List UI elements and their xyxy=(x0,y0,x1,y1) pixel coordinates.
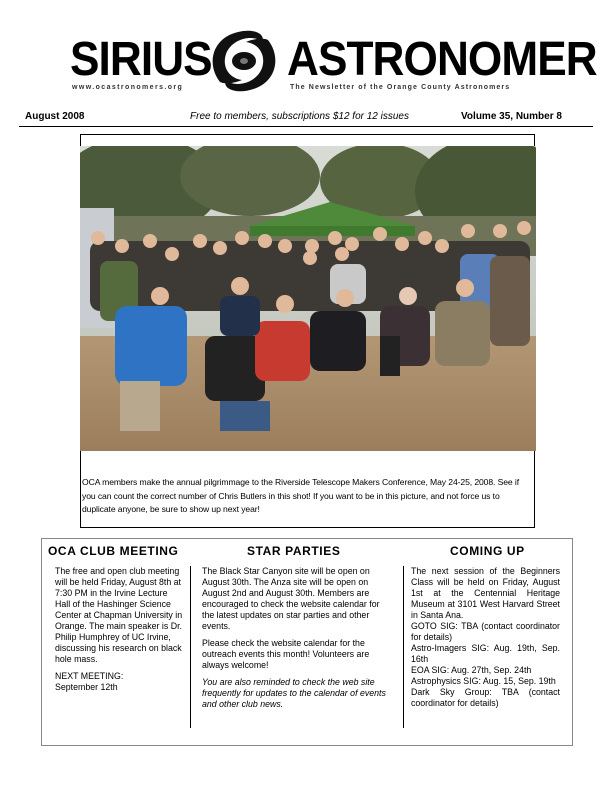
column-divider xyxy=(403,566,404,728)
masthead-title-left: SIRIUS xyxy=(70,33,212,86)
star-parties-section xyxy=(202,566,393,716)
coming-up-section xyxy=(411,566,560,709)
coming-up-item: GOTO SIG: TBA (contact coordinator for details) xyxy=(411,621,560,642)
star-parties-reminder: You are also reminded to check the web site frequently for updates to the calendar of events and other club news. xyxy=(202,677,386,709)
column-divider xyxy=(190,566,191,728)
masthead-tagline: The Newsletter of the Orange County Astronomers xyxy=(290,84,511,91)
issue-date: August 2008 xyxy=(25,111,85,122)
galaxy-swirl-icon xyxy=(202,24,286,98)
volume-number: Volume 35, Number 8 xyxy=(461,111,562,122)
star-parties-heading: STAR PARTIES xyxy=(247,544,341,558)
next-meeting-date: September 12th xyxy=(55,682,118,692)
coming-up-item: Dark Sky Group: TBA (contact coordinator for details) xyxy=(411,687,560,708)
masthead-url[interactable]: www.ocastronomers.org xyxy=(72,84,184,91)
star-parties-sites: The Black Star Canyon site will be open on August 30th. The Anza site will be open on August 2nd and August 30th. Members are encouraged to check the website calendar for the latest updates on star parties and other events. xyxy=(202,566,380,631)
coming-up-heading: COMING UP xyxy=(450,544,525,558)
masthead-title-right: ASTRONOMER xyxy=(287,33,597,86)
club-meeting-section xyxy=(55,566,183,693)
next-meeting-label: NEXT MEETING: xyxy=(55,671,124,681)
coming-up-item: Astrophysics SIG: Aug. 15, Sep. 19th xyxy=(411,676,556,686)
coming-up-item: EOA SIG: Aug. 27th, Sep. 24th xyxy=(411,665,532,675)
photo-caption: OCA members make the annual pilgrimmage to the Riverside Telescope Makers Conference, May 24-25, 2008. See if you can count the correct number of Chris Butlers in this shot! If you want to be in this picture, and not force us to duplicate anyone, be sure to show up next year! xyxy=(82,477,519,515)
subscription-note: Free to members, subscriptions $12 for 12 issues xyxy=(190,111,409,122)
group-photo xyxy=(80,146,536,451)
club-meeting-heading: OCA CLUB MEETING xyxy=(48,544,179,558)
club-meeting-body: The free and open club meeting will be held Friday, August 8th at 7:30 PM in the Irvine Lecture Hall of the Hashinger Science Center at Chapman University in Orange. The main speaker is Dr. Philip Humphrey of UC Irvine, discussing his research on black hole mass. xyxy=(55,566,183,664)
header-divider xyxy=(19,126,593,127)
coming-up-item: The next session of the Beginners Class will be held on Friday, August 1st at the Centennial Heritage Museum at 3101 West Harvard Street in Santa Ana. xyxy=(411,566,560,620)
star-parties-outreach: Please check the website calendar for the outreach events this month! Volunteers are always welcome! xyxy=(202,638,370,670)
coming-up-item: Astro-Imagers SIG: Aug. 19th, Sep. 16th xyxy=(411,643,560,664)
